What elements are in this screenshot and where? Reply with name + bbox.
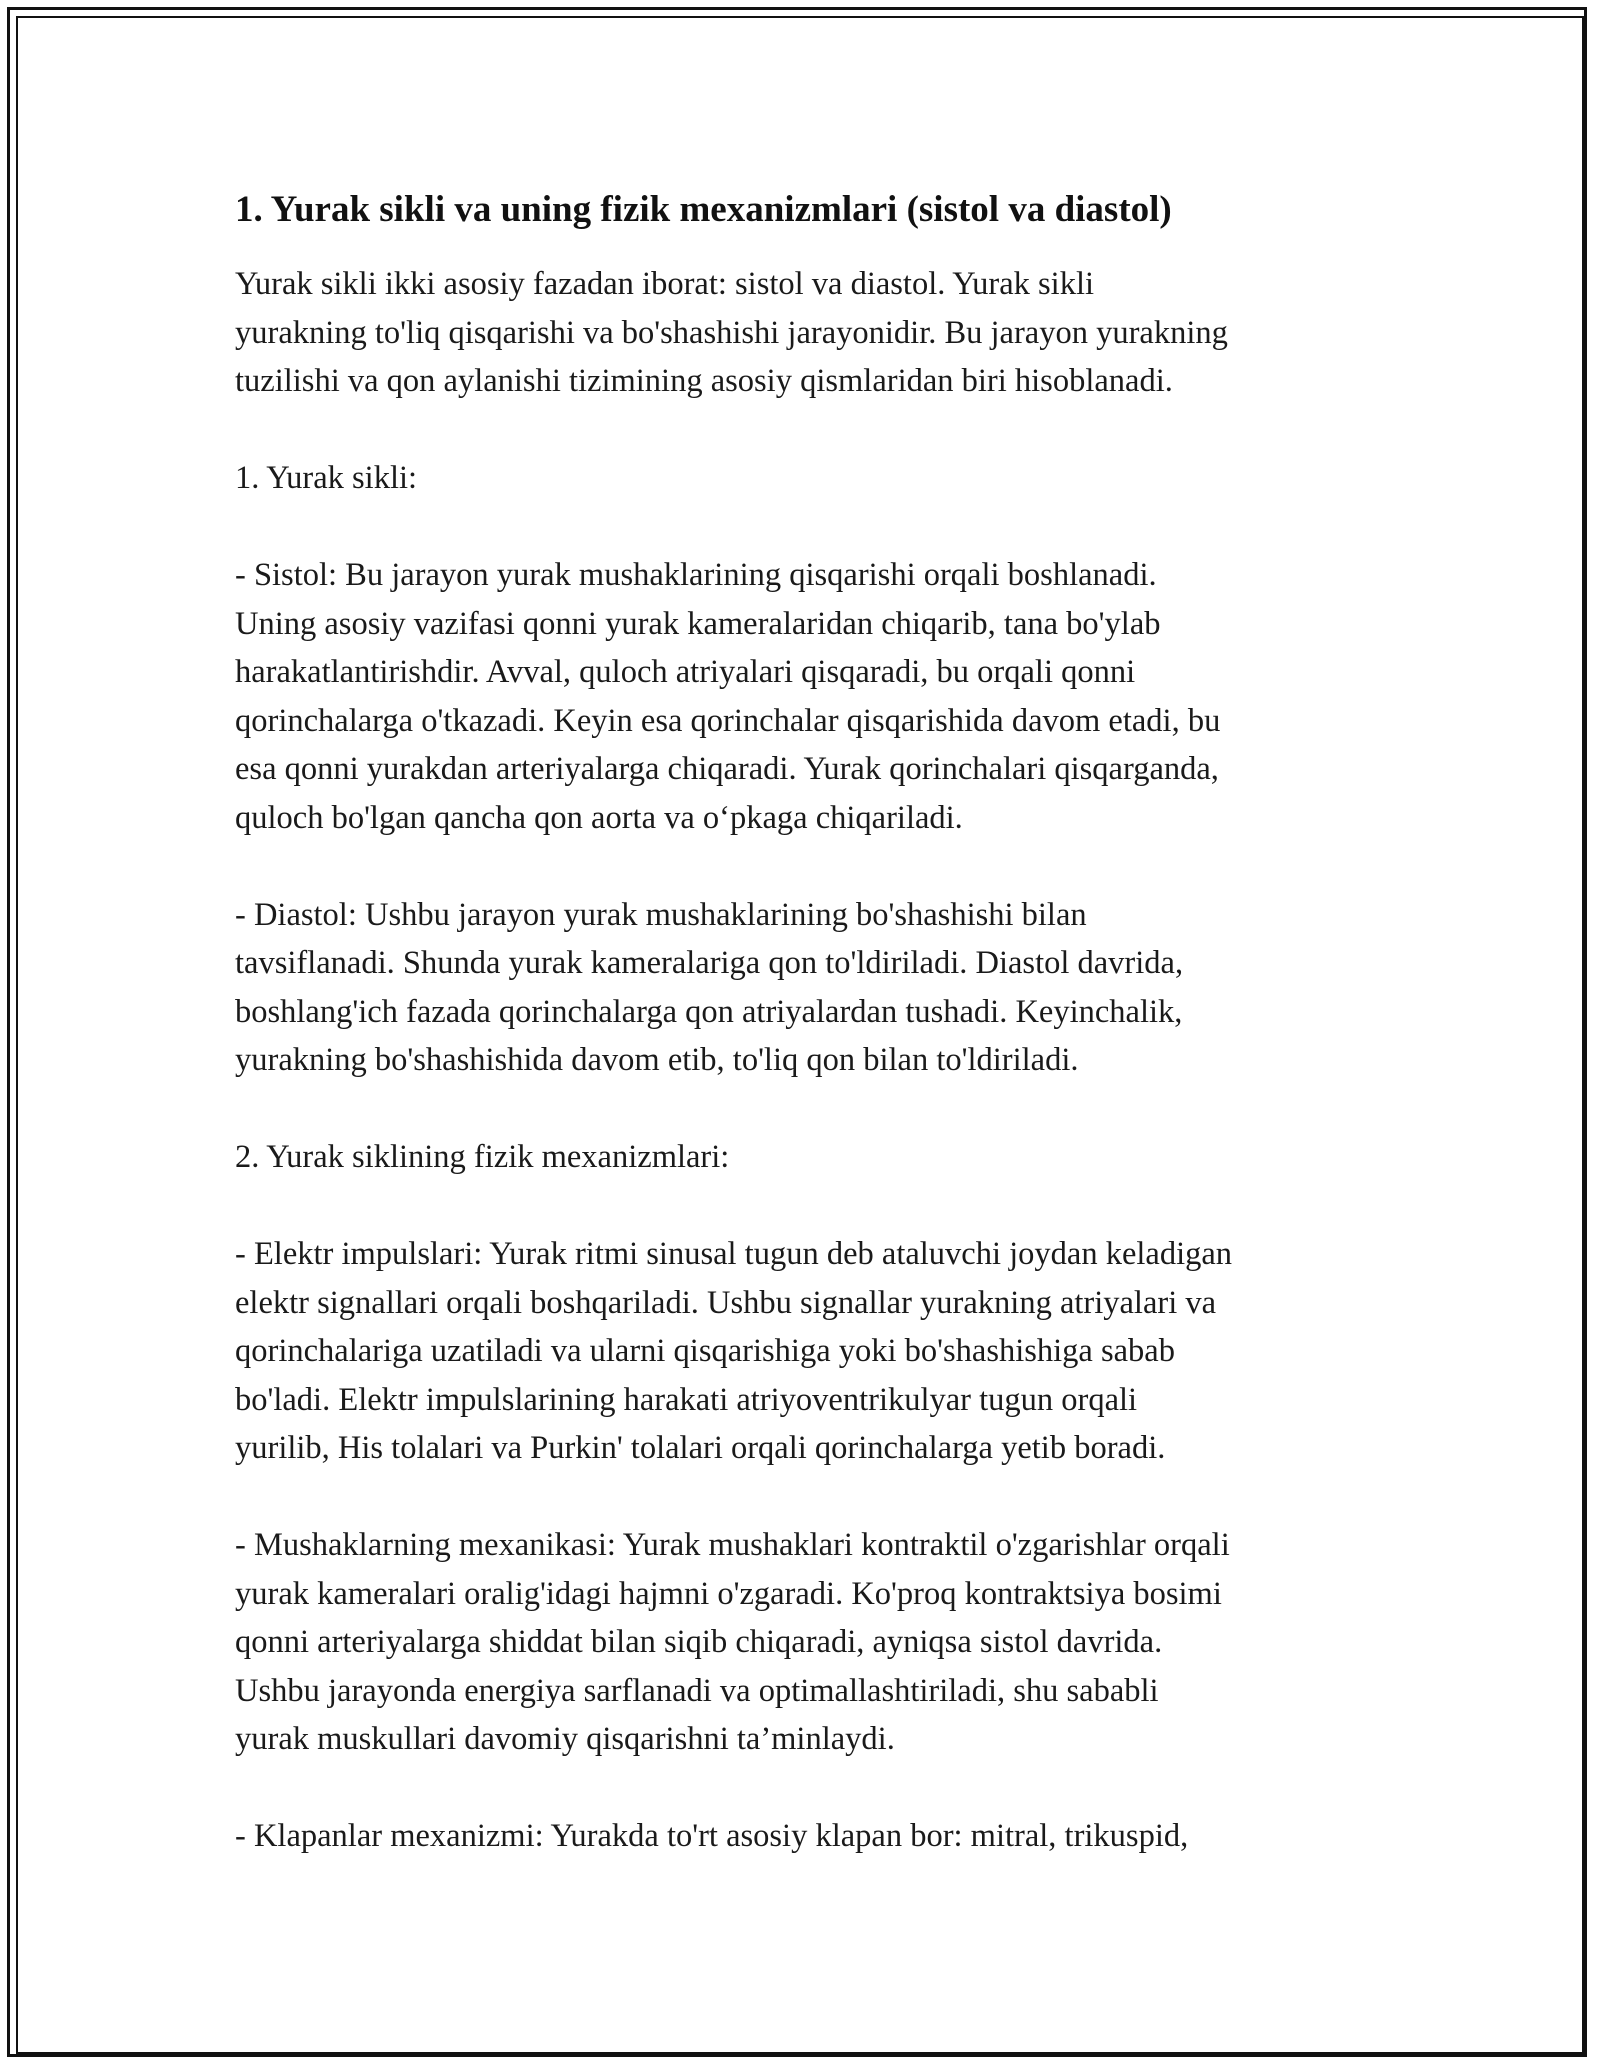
text-line: yurakning bo'shashishida davom etib, to'liq qon bilan to'ldiriladi.	[235, 1042, 1079, 1078]
paragraph	[235, 454, 1375, 503]
text-line: - Diastol: Ushbu jarayon yurak mushaklarining bo'shashishi bilan	[235, 896, 1087, 933]
text-line: boshlang'ich fazada qorinchalarga qon atriyalardan tushadi. Keyinchalik,	[235, 993, 1183, 1030]
paragraph	[235, 891, 1375, 1085]
text-line: Uning asosiy vazifasi qonni yurak kameralaridan chiqarib, tana bo'ylab	[235, 605, 1161, 642]
text-line: - Elektr impulslari: Yurak ritmi sinusal tugun deb ataluvchi joydan keladigan	[235, 1236, 1233, 1272]
document-body	[235, 188, 1375, 1909]
text-line: 1. Yurak sikli:	[235, 460, 418, 496]
document-title: 1. Yurak sikli va uning fizik mexanizmlari (sistol va diastol)	[235, 189, 1172, 230]
paragraph	[235, 1521, 1375, 1764]
text-line: - Klapanlar mexanizmi: Yurakda to'rt asosiy klapan bor: mitral, trikuspid,	[235, 1818, 1189, 1854]
text-line: - Mushaklarning mexanikasi: Yurak mushaklari kontraktil o'zgarishlar orqali	[235, 1527, 1230, 1563]
text-line: bo'ladi. Elektr impulslarining harakati atriyoventrikulyar tugun orqali	[235, 1381, 1138, 1418]
text-line: esa qonni yurakdan arteriyalarga chiqaradi. Yurak qorinchalari qisqarganda,	[235, 751, 1219, 787]
text-line: yurak muskullari davomiy qisqarishni ta’minlaydi.	[235, 1721, 895, 1757]
text-line: harakatlantirishdir. Avval, quloch atriyalari qisqaradi, bu orqali qonni	[235, 654, 1136, 690]
paragraph	[235, 1812, 1375, 1861]
text-line: yurak kameralari oralig'idagi hajmni o'zgaradi. Ko'proq kontraktsiya bosimi	[235, 1575, 1222, 1612]
paragraph-list	[235, 260, 1375, 1861]
text-line: elektr signallari orqali boshqariladi. Ushbu signallar yurakning atriyalari va	[235, 1284, 1217, 1321]
text-line: qonni arteriyalarga shiddat bilan siqib chiqaradi, ayniqsa sistol davrida.	[235, 1624, 1163, 1660]
text-line: Yurak sikli ikki asosiy fazadan iborat: sistol va diastol. Yurak sikli	[235, 266, 1095, 302]
text-line: - Sistol: Bu jarayon yurak mushaklarining qisqarishi orqali boshlanadi.	[235, 557, 1157, 593]
paragraph	[235, 1230, 1375, 1473]
text-line: 2. Yurak siklining fizik mexanizmlari:	[235, 1139, 730, 1175]
text-line: qorinchalariga uzatiladi va ularni qisqarishiga yoki bo'shashishiga sabab	[235, 1333, 1175, 1369]
text-line: quloch bo'lgan qancha qon aorta va o‘pkaga chiqariladi.	[235, 799, 963, 836]
text-line: yurilib, His tolalari va Purkin' tolalari orqali qorinchalarga yetib boradi.	[235, 1430, 1166, 1466]
text-line: qorinchalarga o'tkazadi. Keyin esa qorinchalar qisqarishida davom etadi, bu	[235, 702, 1221, 739]
text-line: tavsiflanadi. Shunda yurak kameralariga qon to'ldiriladi. Diastol davrida,	[235, 945, 1184, 981]
text-line: tuzilishi va qon aylanishi tizimining asosiy qismlaridan biri hisoblanadi.	[235, 363, 1173, 399]
paragraph	[235, 551, 1375, 842]
text-line: yurakning to'liq qisqarishi va bo'shashishi jarayonidir. Bu jarayon yurakning	[235, 314, 1228, 351]
paragraph	[235, 1133, 1375, 1182]
paragraph	[235, 260, 1375, 406]
text-line: Ushbu jarayonda energiya sarflanadi va optimallashtiriladi, shu sababli	[235, 1672, 1159, 1709]
